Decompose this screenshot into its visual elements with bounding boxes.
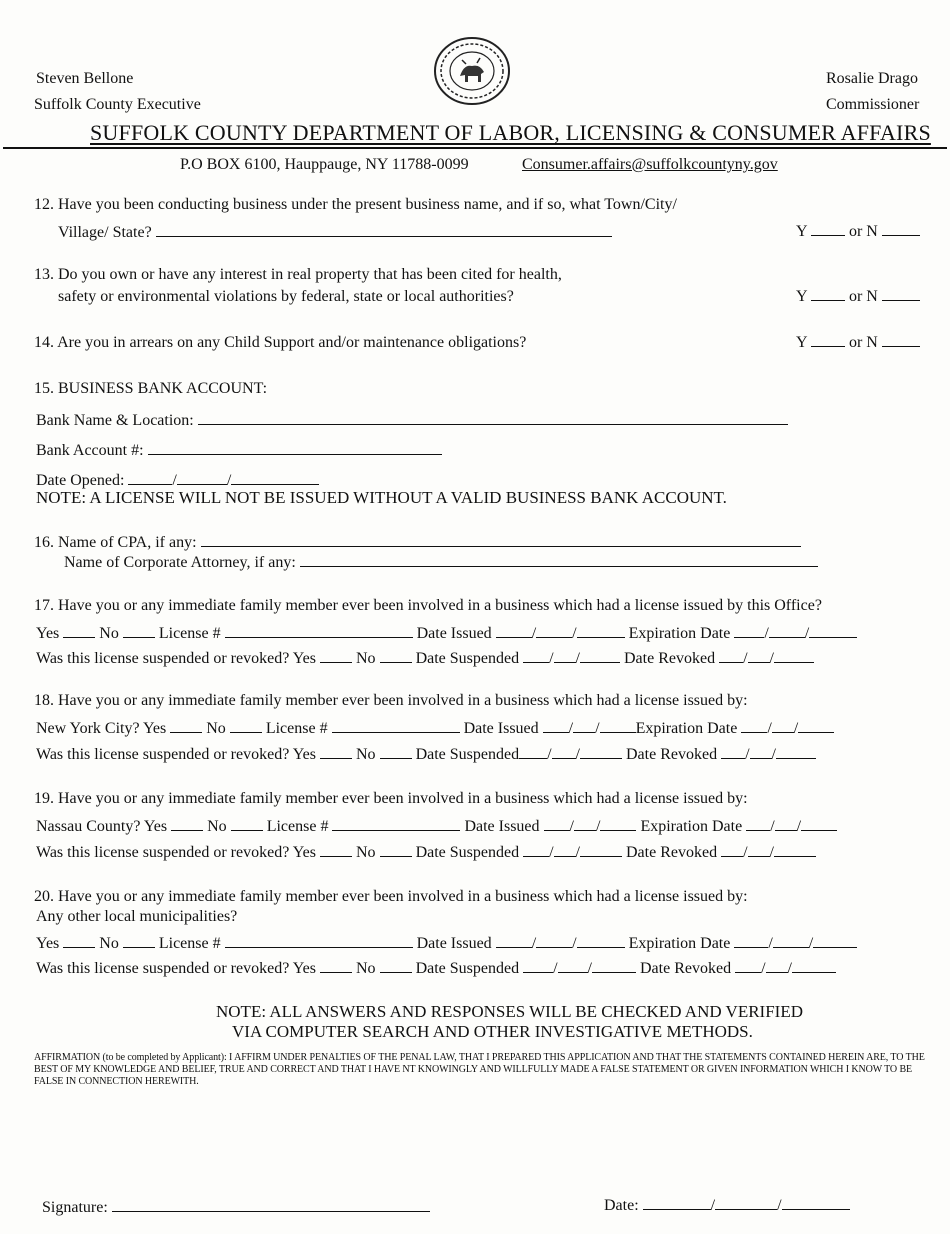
no-label: No bbox=[356, 960, 376, 977]
q19-susp-no-field[interactable] bbox=[380, 842, 412, 857]
slash: / bbox=[777, 1197, 782, 1214]
expiration-label: Expiration Date bbox=[640, 818, 743, 835]
slash: / bbox=[531, 625, 537, 642]
q20-issued-year[interactable] bbox=[577, 933, 625, 948]
q19-rev-day[interactable] bbox=[748, 842, 770, 857]
q17-exp-year[interactable] bbox=[809, 623, 857, 638]
header-divider bbox=[3, 147, 947, 149]
q17-rev-day[interactable] bbox=[748, 648, 770, 663]
signature-field[interactable] bbox=[112, 1197, 430, 1212]
slash: / bbox=[808, 935, 814, 952]
date-issued-label: Date Issued bbox=[464, 818, 540, 835]
bank-account-label: Bank Account #: bbox=[36, 442, 144, 459]
date-row bbox=[604, 1195, 850, 1215]
q14-answer bbox=[796, 332, 920, 352]
q19-yes-field[interactable] bbox=[171, 816, 203, 831]
q13-n-label: or N bbox=[848, 288, 878, 305]
q19-rev-year[interactable] bbox=[774, 842, 816, 857]
bank-account-field[interactable] bbox=[148, 440, 442, 455]
executive-name: Steven Bellone bbox=[36, 70, 134, 87]
q19-susp-day[interactable] bbox=[554, 842, 576, 857]
no-label: No bbox=[356, 844, 376, 861]
q13-answer bbox=[796, 286, 920, 306]
executive-title: Suffolk County Executive bbox=[34, 96, 201, 113]
slash: / bbox=[745, 746, 750, 763]
q12-answer bbox=[796, 221, 920, 241]
q18-yes-field[interactable] bbox=[170, 718, 202, 733]
q18-issued-day[interactable] bbox=[573, 718, 595, 733]
bank-name-field[interactable] bbox=[198, 410, 788, 425]
q19-suspended-row bbox=[36, 842, 816, 862]
date-opened-month[interactable] bbox=[128, 470, 172, 485]
q18-text: 18. Have you or any immediate family member ever been involved in a business which had a license issued by: bbox=[34, 692, 748, 709]
slash: / bbox=[575, 650, 580, 667]
q19-susp-yes-field[interactable] bbox=[320, 842, 352, 857]
q19-no-field[interactable] bbox=[231, 816, 263, 831]
slash: / bbox=[743, 844, 748, 861]
slash: / bbox=[793, 720, 799, 737]
signature-label: Signature: bbox=[42, 1199, 108, 1216]
q18-license-field[interactable] bbox=[332, 718, 460, 733]
date-suspended-label: Date Suspended bbox=[415, 960, 520, 977]
q17-issued-year[interactable] bbox=[577, 623, 625, 638]
q19-rev-month[interactable] bbox=[721, 842, 743, 857]
q19-license-field[interactable] bbox=[332, 816, 460, 831]
slash: / bbox=[553, 960, 558, 977]
q17-susp-year[interactable] bbox=[580, 648, 620, 663]
q19-susp-month[interactable] bbox=[523, 842, 549, 857]
suspended-question: Was this license suspended or revoked? Yes bbox=[36, 746, 316, 763]
q19-exp-month[interactable] bbox=[746, 816, 770, 831]
date-opened-day[interactable] bbox=[177, 470, 227, 485]
slash: / bbox=[767, 720, 772, 737]
q13-text-line2: safety or environmental violations by federal, state or local authorities? bbox=[58, 288, 514, 305]
date-suspended-label: Date Suspended bbox=[415, 844, 520, 861]
q19-issued-month[interactable] bbox=[544, 816, 570, 831]
slash: / bbox=[787, 960, 792, 977]
q18-rev-month[interactable] bbox=[721, 744, 745, 759]
bank-name-label: Bank Name & Location: bbox=[36, 412, 194, 429]
slash: / bbox=[764, 625, 769, 642]
q17-susp-day[interactable] bbox=[554, 648, 576, 663]
slash: / bbox=[804, 625, 810, 642]
q17-license-row bbox=[36, 623, 857, 643]
slash: / bbox=[172, 472, 177, 489]
slash: / bbox=[572, 935, 577, 952]
attorney-field[interactable] bbox=[300, 552, 818, 567]
q18-license-row bbox=[36, 718, 834, 738]
q18-suspended-row bbox=[36, 744, 816, 764]
q18-rev-day[interactable] bbox=[750, 744, 772, 759]
q14-yes-field[interactable] bbox=[811, 332, 845, 347]
cpa-field[interactable] bbox=[201, 532, 801, 547]
q18-susp-month[interactable] bbox=[519, 744, 547, 759]
expiration-label: Expiration Date bbox=[635, 720, 738, 737]
q19-susp-year[interactable] bbox=[580, 842, 622, 857]
q12-text: 12. Have you been conducting business under the present business name, and if so, what Town/City/ bbox=[34, 196, 677, 213]
slash: / bbox=[575, 746, 580, 763]
q13-yes-field[interactable] bbox=[811, 286, 845, 301]
q17-suspended-row bbox=[36, 648, 814, 668]
commissioner-name: Rosalie Drago bbox=[826, 70, 918, 87]
q17-susp-no-field[interactable] bbox=[380, 648, 412, 663]
slash: / bbox=[547, 746, 552, 763]
county-seal-icon bbox=[432, 36, 512, 106]
slash: / bbox=[761, 960, 766, 977]
commissioner-title: Commissioner bbox=[826, 96, 920, 113]
q20-exp-month[interactable] bbox=[734, 933, 768, 948]
no-label: No bbox=[356, 746, 376, 763]
verification-note-line1: NOTE: ALL ANSWERS AND RESPONSES WILL BE CHECKED AND VERIFIED bbox=[216, 1002, 803, 1021]
date-revoked-label: Date Revoked bbox=[626, 844, 718, 861]
q18-exp-day[interactable] bbox=[772, 718, 794, 733]
no-label: No bbox=[99, 935, 119, 952]
slash: / bbox=[531, 935, 537, 952]
q18-issued-month[interactable] bbox=[543, 718, 569, 733]
license-label: License # bbox=[158, 935, 221, 952]
q14-text: 14. Are you in arrears on any Child Support and/or maintenance obligations? bbox=[34, 334, 527, 351]
q19-exp-day[interactable] bbox=[775, 816, 797, 831]
q17-yes-field[interactable] bbox=[63, 623, 95, 638]
cpa-row bbox=[34, 532, 801, 552]
slash: / bbox=[796, 818, 802, 835]
slash: / bbox=[743, 650, 748, 667]
date-revoked-label: Date Revoked bbox=[640, 960, 732, 977]
q12-field bbox=[58, 222, 612, 242]
q20-text-line1: 20. Have you or any immediate family member ever been involved in a business which had a license issued by: bbox=[34, 888, 748, 905]
q20-susp-year[interactable] bbox=[592, 958, 636, 973]
q13-text-line1: 13. Do you own or have any interest in real property that has been cited for health, bbox=[34, 266, 562, 283]
bank-name-row bbox=[36, 410, 788, 430]
department-email-link[interactable]: Consumer.affairs@suffolkcountyny.gov bbox=[522, 156, 778, 173]
q20-susp-yes-field[interactable] bbox=[320, 958, 352, 973]
slash: / bbox=[587, 960, 592, 977]
signature-row bbox=[42, 1197, 430, 1217]
no-label: No bbox=[99, 625, 119, 642]
q17-susp-yes-field[interactable] bbox=[320, 648, 352, 663]
slash: / bbox=[595, 720, 600, 737]
license-label: License # bbox=[265, 720, 328, 737]
q19-prefix: Nassau County? Yes bbox=[36, 818, 168, 835]
suspended-question: Was this license suspended or revoked? Yes bbox=[36, 650, 316, 667]
license-label: License # bbox=[266, 818, 329, 835]
q17-rev-month[interactable] bbox=[719, 648, 743, 663]
q20-issued-month[interactable] bbox=[496, 933, 532, 948]
q19-exp-year[interactable] bbox=[801, 816, 837, 831]
q18-susp-no-field[interactable] bbox=[380, 744, 412, 759]
slash: / bbox=[595, 818, 601, 835]
slash: / bbox=[771, 746, 776, 763]
slash: / bbox=[769, 650, 774, 667]
q17-rev-year[interactable] bbox=[774, 648, 814, 663]
slash: / bbox=[770, 818, 775, 835]
department-title: SUFFOLK COUNTY DEPARTMENT OF LABOR, LICENSING & CONSUMER AFFAIRS bbox=[90, 120, 931, 145]
q12-label: Village/ State? bbox=[58, 224, 152, 241]
q18-no-field[interactable] bbox=[230, 718, 262, 733]
q18-rev-year[interactable] bbox=[776, 744, 816, 759]
date-issued-label: Date Issued bbox=[416, 625, 492, 642]
license-label: License # bbox=[158, 625, 221, 642]
q20-susp-month[interactable] bbox=[523, 958, 553, 973]
department-address: P.O BOX 6100, Hauppauge, NY 11788-0099 bbox=[180, 156, 469, 173]
date-issued-label: Date Issued bbox=[416, 935, 492, 952]
q13-no-field[interactable] bbox=[882, 286, 920, 301]
q17-susp-month[interactable] bbox=[523, 648, 549, 663]
q20-no-field[interactable] bbox=[123, 933, 155, 948]
date-revoked-label: Date Revoked bbox=[624, 650, 716, 667]
q20-suspended-row bbox=[36, 958, 836, 978]
slash: / bbox=[549, 844, 554, 861]
cpa-label: 16. Name of CPA, if any: bbox=[34, 534, 197, 551]
attorney-row bbox=[64, 552, 818, 572]
q17-issued-day[interactable] bbox=[536, 623, 572, 638]
slash: / bbox=[226, 472, 232, 489]
bank-account-note: NOTE: A LICENSE WILL NOT BE ISSUED WITHOUT A VALID BUSINESS BANK ACCOUNT. bbox=[36, 488, 727, 507]
q12-n-label: or N bbox=[848, 223, 878, 240]
q18-susp-day[interactable] bbox=[552, 744, 576, 759]
q20-exp-day[interactable] bbox=[773, 933, 809, 948]
q12-yes-field[interactable] bbox=[811, 221, 845, 236]
attorney-label: Name of Corporate Attorney, if any: bbox=[64, 554, 296, 571]
slash: / bbox=[568, 720, 574, 737]
date-issued-label: Date Issued bbox=[463, 720, 539, 737]
slash: / bbox=[569, 818, 574, 835]
q14-no-field[interactable] bbox=[882, 332, 920, 347]
q20-exp-year[interactable] bbox=[813, 933, 857, 948]
sign-date-month[interactable] bbox=[643, 1195, 711, 1210]
q18-susp-yes-field[interactable] bbox=[320, 744, 352, 759]
q20-susp-day[interactable] bbox=[558, 958, 588, 973]
q15-heading: 15. BUSINESS BANK ACCOUNT: bbox=[34, 380, 268, 397]
q12-no-field[interactable] bbox=[882, 221, 920, 236]
q18-exp-year[interactable] bbox=[798, 718, 834, 733]
slash: / bbox=[710, 1197, 716, 1214]
q20-susp-no-field[interactable] bbox=[380, 958, 412, 973]
q20-rev-year[interactable] bbox=[792, 958, 836, 973]
q18-exp-month[interactable] bbox=[741, 718, 767, 733]
expiration-label: Expiration Date bbox=[628, 625, 731, 642]
q12-location-field[interactable] bbox=[156, 222, 612, 237]
slash: / bbox=[768, 935, 773, 952]
slash: / bbox=[572, 625, 577, 642]
suspended-question: Was this license suspended or revoked? Yes bbox=[36, 960, 316, 977]
expiration-label: Expiration Date bbox=[628, 935, 731, 952]
bank-account-row bbox=[36, 440, 442, 460]
slash: / bbox=[549, 650, 554, 667]
q14-n-label: or N bbox=[848, 334, 878, 351]
q18-susp-year[interactable] bbox=[580, 744, 622, 759]
no-label: No bbox=[206, 720, 226, 737]
q20-rev-day[interactable] bbox=[766, 958, 788, 973]
q17-license-field[interactable] bbox=[225, 623, 413, 638]
sign-date-day[interactable] bbox=[715, 1195, 777, 1210]
affirmation-text: AFFIRMATION (to be completed by Applicant): I AFFIRM UNDER PENALTIES OF THE PENAL LAW, THAT I PREPARED THIS APPLICATION AND THAT THE STATEMENTS CONTAINED HEREIN ARE, TO THE BEST OF MY KNOWLEDGE AND BELIEF, TRUE AND CORRECT AND THAT I HAVE NT KNOWINGLY AND WILLFULLY MADE A FALSE STATEMENT OR GIVEN INFORMATION WHICH I KNOW TO BE FALSE IN CONNECTION HEREWITH. bbox=[34, 1052, 925, 1087]
q19-text: 19. Have you or any immediate family member ever been involved in a business which had a license issued by: bbox=[34, 790, 748, 807]
q20-rev-month[interactable] bbox=[735, 958, 761, 973]
q19-issued-year[interactable] bbox=[600, 816, 636, 831]
q17-text: 17. Have you or any immediate family member ever been involved in a business which had a license issued by this Office? bbox=[34, 597, 822, 614]
date-opened-row bbox=[36, 470, 319, 490]
verification-note-line2: VIA COMPUTER SEARCH AND OTHER INVESTIGATIVE METHODS. bbox=[232, 1022, 753, 1041]
date-opened-year[interactable] bbox=[231, 470, 319, 485]
q17-no-field[interactable] bbox=[123, 623, 155, 638]
yes-label: Yes bbox=[36, 625, 60, 642]
date-label: Date: bbox=[604, 1197, 639, 1214]
q13-y-label: Y bbox=[796, 288, 807, 305]
q20-text-line2: Any other local municipalities? bbox=[36, 908, 238, 925]
q17-issued-month[interactable] bbox=[496, 623, 532, 638]
q20-yes-field[interactable] bbox=[63, 933, 95, 948]
suspended-question: Was this license suspended or revoked? Yes bbox=[36, 844, 316, 861]
q18-issued-year[interactable] bbox=[600, 718, 636, 733]
q20-license-row bbox=[36, 933, 857, 953]
date-suspended-label: Date Suspended bbox=[415, 650, 520, 667]
q17-exp-month[interactable] bbox=[734, 623, 764, 638]
sign-date-year[interactable] bbox=[782, 1195, 850, 1210]
date-suspended-label: Date Suspended bbox=[415, 746, 520, 763]
date-opened-label: Date Opened: bbox=[36, 472, 125, 489]
no-label: No bbox=[356, 650, 376, 667]
q20-license-field[interactable] bbox=[225, 933, 413, 948]
slash: / bbox=[575, 844, 580, 861]
q12-y-label: Y bbox=[796, 223, 807, 240]
q17-exp-day[interactable] bbox=[769, 623, 805, 638]
q19-issued-day[interactable] bbox=[574, 816, 596, 831]
q18-prefix: New York City? Yes bbox=[36, 720, 167, 737]
yes-label: Yes bbox=[36, 935, 60, 952]
q20-issued-day[interactable] bbox=[536, 933, 572, 948]
date-revoked-label: Date Revoked bbox=[626, 746, 718, 763]
no-label: No bbox=[207, 818, 227, 835]
q19-license-row bbox=[36, 816, 837, 836]
slash: / bbox=[769, 844, 774, 861]
q14-y-label: Y bbox=[796, 334, 807, 351]
